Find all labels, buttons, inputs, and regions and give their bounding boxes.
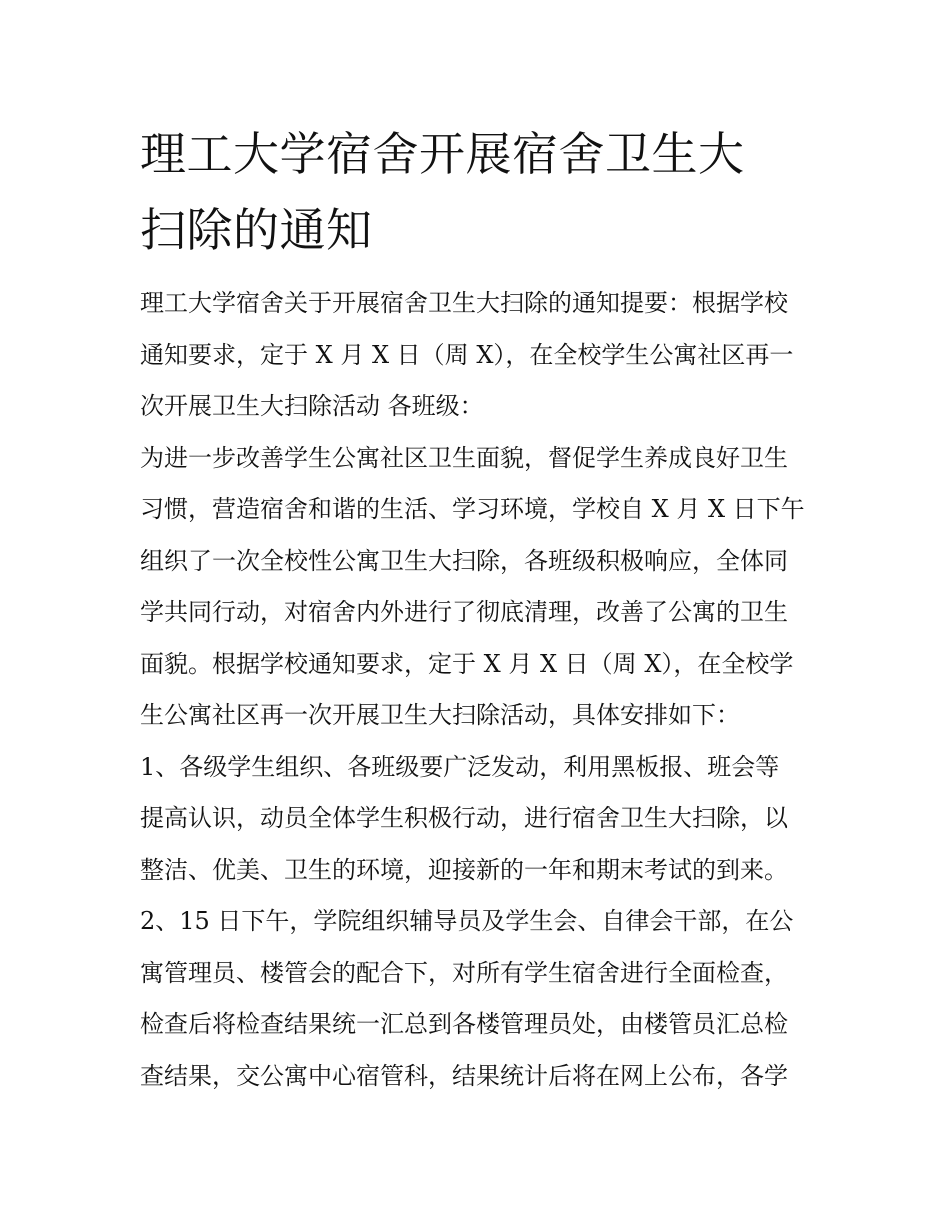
body-line: 寓管理员、楼管会的配合下，对所有学生宿舍进行全面检查， (140, 958, 788, 987)
body-line: 查结果，交公寓中心宿管科，结果统计后将在网上公布，各学 (140, 1061, 788, 1090)
body-line: 提高认识，动员全体学生积极行动，进行宿舍卫生大扫除，以 (140, 804, 788, 832)
body-line: 习惯，营造宿舍和谐的生活、学习环境，学校自 X 月 X 日下午 (140, 495, 805, 523)
title-line: 理工大学宿舍开展宿舍卫生大 (140, 127, 745, 181)
body-line: 组织了一次全校性公寓卫生大扫除，各班级积极响应，全体同 (140, 546, 788, 575)
body-line: 1、各级学生组织、各班级要广泛发动，利用黑板报、班会等 (140, 752, 780, 781)
body-line: 学共同行动，对宿舍内外进行了彻底清理，改善了公寓的卫生 (140, 598, 788, 626)
body-line: 整洁、优美、卫生的环境，迎接新的一年和期末考试的到来。 (140, 855, 788, 884)
body-line: 面貌。根据学校通知要求，定于 X 月 X 日（周 X），在全校学 (140, 649, 794, 678)
body-line: 次开展卫生大扫除活动 各班级： (140, 392, 484, 420)
body-line: 理工大学宿舍关于开展宿舍卫生大扫除的通知提要：根据学校 (140, 289, 788, 317)
title-line: 扫除的通知 (140, 203, 373, 257)
body-line: 通知要求，定于 X 月 X 日（周 X），在全校学生公寓社区再一 (140, 340, 794, 369)
document-body (140, 278, 830, 1102)
body-line: 检查后将检查结果统一汇总到各楼管理员处，由楼管员汇总检 (140, 1010, 788, 1038)
body-line: 生公寓社区再一次开展卫生大扫除活动，具体安排如下： (140, 701, 740, 729)
body-line: 为进一步改善学生公寓社区卫生面貌，督促学生养成良好卫生 (140, 443, 788, 472)
document-title (140, 116, 820, 268)
body-line: 2、15 日下午，学院组织辅导员及学生会、自律会干部，在公 (140, 907, 794, 935)
